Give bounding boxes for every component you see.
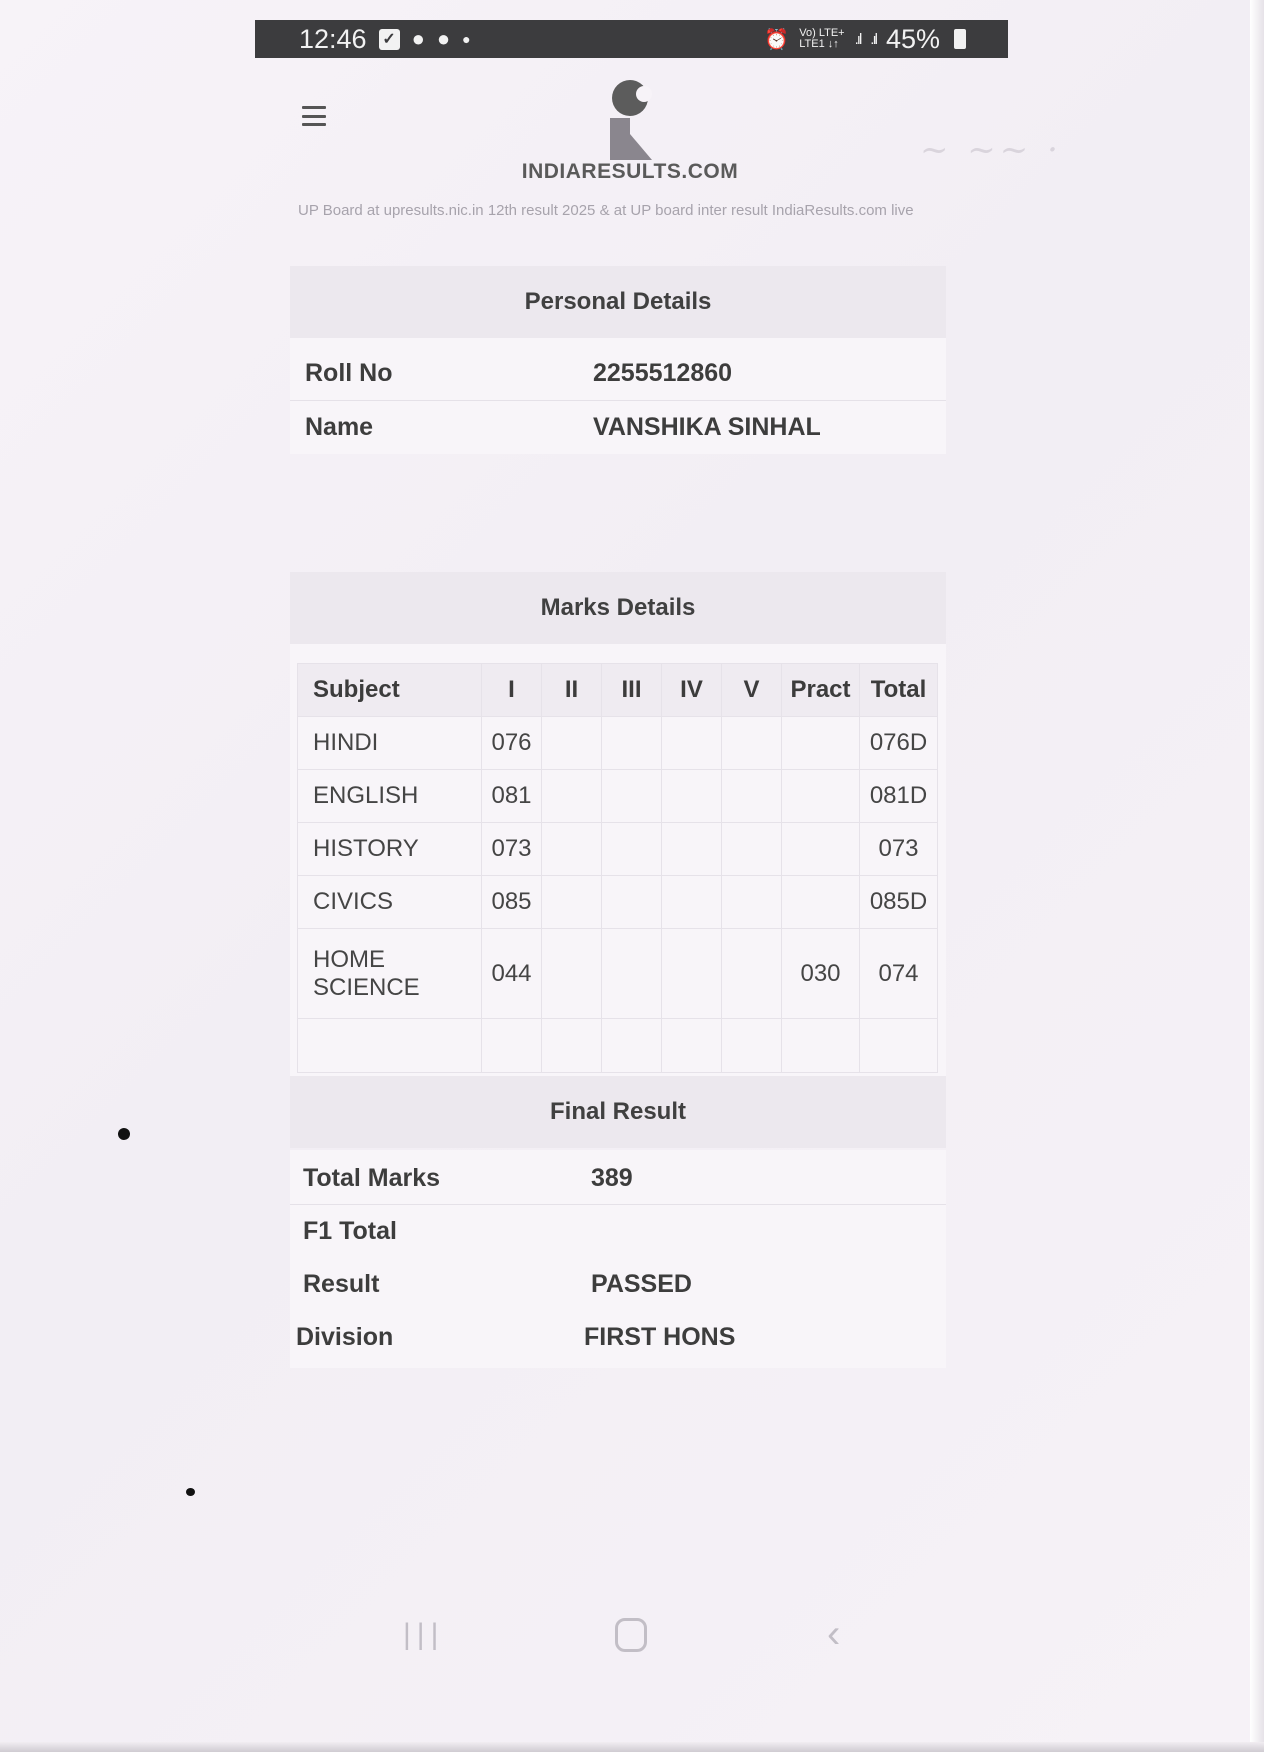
mark-cell <box>602 770 662 823</box>
result-row <box>290 1258 946 1310</box>
mark-cell: 073 <box>482 823 542 876</box>
column-header: Subject <box>298 664 482 717</box>
logo-mark-icon <box>608 78 654 160</box>
checkbox-icon: ✓ <box>379 29 400 50</box>
signal-icon: .ıl <box>870 30 876 48</box>
mark-cell <box>662 770 722 823</box>
mark-cell <box>542 876 602 929</box>
marks-header-row <box>298 664 938 717</box>
mark-cell: 081 <box>482 770 542 823</box>
total-cell: 081D <box>860 770 938 823</box>
mark-cell <box>722 876 782 929</box>
hamburger-menu-icon[interactable] <box>302 106 326 126</box>
roll-label: Roll No <box>305 358 393 387</box>
mark-cell <box>722 717 782 770</box>
mark-cell <box>662 876 722 929</box>
mark-cell: 085 <box>482 876 542 929</box>
mark-cell: 044 <box>482 929 542 1019</box>
mark-cell <box>722 770 782 823</box>
paper-edge <box>1250 0 1264 1752</box>
battery-icon <box>954 29 966 49</box>
column-header: I <box>482 664 542 717</box>
mark-cell: 076 <box>482 717 542 770</box>
column-header: IV <box>662 664 722 717</box>
personal-details-title: Personal Details <box>524 288 712 315</box>
name-row <box>290 401 946 453</box>
final-result-panel <box>290 1150 946 1368</box>
mark-cell: 030 <box>782 929 860 1019</box>
column-header: V <box>722 664 782 717</box>
mark-cell <box>602 823 662 876</box>
roll-value: 2255512860 <box>593 358 733 387</box>
mark-cell <box>782 876 860 929</box>
marks-details-header <box>290 572 946 644</box>
table-row <box>298 876 938 929</box>
mark-cell <box>782 717 860 770</box>
site-logo[interactable] <box>520 76 740 186</box>
ink-dot <box>118 1128 130 1140</box>
name-label: Name <box>305 412 374 441</box>
result-label: Result <box>303 1269 380 1298</box>
division-label: Division <box>296 1322 394 1351</box>
mark-cell <box>542 717 602 770</box>
f1-total-label: F1 Total <box>303 1216 397 1245</box>
subject-cell: CIVICS <box>298 876 482 929</box>
empty-row <box>298 1019 938 1073</box>
mark-cell <box>542 770 602 823</box>
network-top: Vo) LTE+ <box>799 27 845 39</box>
android-nav-bar <box>255 1600 1008 1680</box>
result-value: PASSED <box>591 1269 692 1298</box>
table-row <box>298 770 938 823</box>
battery-level: 45% <box>885 23 940 54</box>
column-header: Pract <box>782 664 860 717</box>
table-row <box>298 717 938 770</box>
table-row <box>298 929 938 1019</box>
final-result-header <box>290 1076 946 1148</box>
subject-cell: HISTORY <box>298 823 482 876</box>
mark-cell <box>662 717 722 770</box>
roll-row <box>290 347 946 399</box>
total-marks-value: 389 <box>591 1163 633 1192</box>
mark-cell <box>662 823 722 876</box>
division-value: FIRST HONS <box>584 1322 736 1351</box>
network-indicator <box>799 28 844 50</box>
column-header: III <box>602 664 662 717</box>
chat-icon: ● <box>436 26 451 51</box>
alarm-icon: ⏰ <box>764 28 790 51</box>
mark-cell <box>602 876 662 929</box>
mark-cell <box>602 717 662 770</box>
total-cell: 085D <box>860 876 938 929</box>
total-cell: 073 <box>860 823 938 876</box>
mark-cell <box>722 823 782 876</box>
back-button[interactable]: ‹ <box>827 1612 841 1656</box>
division-row <box>290 1311 946 1363</box>
total-marks-row <box>290 1152 946 1204</box>
subject-cell: ENGLISH <box>298 770 482 823</box>
mark-cell <box>602 929 662 1019</box>
personal-details-panel <box>290 338 946 454</box>
mark-cell <box>782 770 860 823</box>
status-bar <box>255 20 1008 58</box>
column-header: II <box>542 664 602 717</box>
name-value: VANSHIKA SINHAL <box>593 412 821 441</box>
home-button[interactable] <box>615 1618 647 1652</box>
mark-cell <box>542 929 602 1019</box>
mark-cell <box>722 929 782 1019</box>
total-marks-label: Total Marks <box>303 1163 441 1192</box>
dot-icon: ● <box>462 31 471 47</box>
mark-cell <box>662 929 722 1019</box>
network-bottom: LTE1 ↓↑ <box>799 38 839 50</box>
signal-icon: .ıl <box>854 30 861 48</box>
pencil-scribble: ~ ~~ · <box>920 130 1062 170</box>
subject-cell: HINDI <box>298 717 482 770</box>
column-header: Total <box>860 664 938 717</box>
personal-details-header <box>290 266 946 338</box>
logo-text: INDIARESULTS.COM <box>521 160 739 183</box>
recents-button[interactable]: ||| <box>403 1618 445 1651</box>
clock: 12:46 <box>299 23 367 54</box>
paper-bottom-edge <box>0 1742 1264 1752</box>
total-cell: 076D <box>860 717 938 770</box>
total-cell: 074 <box>860 929 938 1019</box>
final-result-title: Final Result <box>549 1098 687 1125</box>
mark-cell <box>782 823 860 876</box>
f1-total-row <box>290 1205 946 1257</box>
mark-cell <box>542 823 602 876</box>
marks-table <box>297 663 938 1073</box>
table-row <box>298 823 938 876</box>
tagline[interactable]: UP Board at upresults.nic.in 12th result 2025 & at UP board inter result IndiaResults.com live <box>298 202 914 219</box>
subject-cell: HOME SCIENCE <box>298 929 482 1019</box>
marks-details-title: Marks Details <box>540 594 696 621</box>
chat-icon: ● <box>411 26 425 51</box>
ink-dot <box>186 1488 195 1496</box>
